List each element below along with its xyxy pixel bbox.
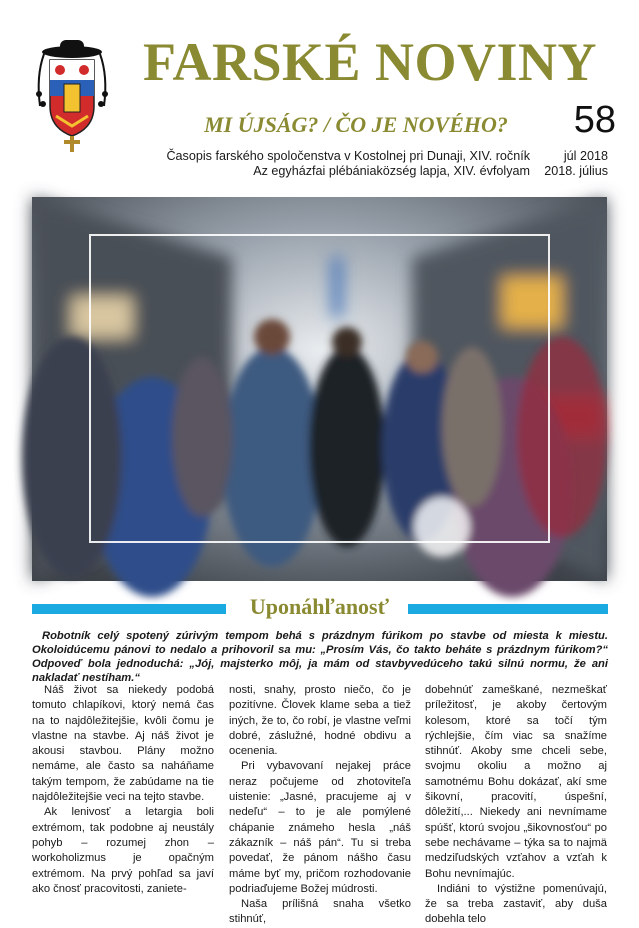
article-column-2	[229, 683, 411, 926]
paragraph: Indiáni to výstižne pomenúvajú, že sa treba zastaviť, aby duša dobehla telo	[425, 882, 607, 926]
paragraph: Ak lenivosť a letargia boli extrémom, tak podobne aj neustály pohyb – rozumej zhon – workoholizmus je opačným extrémom. Na prvý pohľad sa javí ako čnosť pracovitosti, zaniete-	[32, 806, 214, 895]
photo-frame	[89, 234, 550, 543]
publication-date-sk: júl 2018	[563, 149, 608, 163]
article-lead: Robotník celý spotený zúrivým tempom behá s prázdnym fúrikom po stavbe od miesta k miestu. Okoloidúcemu pánovi to nedalo a prihovoril sa mu: „Prosím Vás, čo takto beháte s prázdnym fúrikom?“ Odpoveď bola jednoduchá: „Jój, majsterko môj, ja mám od stavbyvedúceho takú silnú normu, že ani nakladať nestíham.“	[32, 630, 608, 684]
paragraph: Náš život sa niekedy podobá tomuto chlapíkovi, ktorý nemá čas na to najdôležitejšie, kvôli čomu je vlastne na stavbe. Aj náš život je akousi stavbou. Plány možno nemáme, ale často sa naháňame takým tempom, že zabúdame na tie najdôležitejšie veci na tejto stavbe.	[32, 684, 214, 804]
masthead-title: FARSKÉ NOVINY	[142, 32, 598, 92]
masthead-subtitle: MI ÚJSÁG? / ČO JE NOVÉHO?	[204, 112, 508, 137]
issue-number: 58	[573, 99, 616, 141]
publication-info-sk: Časopis farského spoločenstva v Kostolnej pri Dunaji, XIV. ročník	[166, 149, 530, 163]
paragraph: Naša prílišná snaha všetko stihnúť,	[229, 898, 411, 926]
paragraph: nosti, snahy, prosto niečo, čo je pozitívne. Človek klame seba a tiež iných, že to, čo robí, je vlastne veľmi dobré, záslužné, hodné obdivu a ocenenia.	[229, 684, 411, 758]
publication-date	[532, 149, 608, 179]
article-heading: Uponáhľanosť	[249, 594, 390, 619]
paragraph: dobehnúť zameškané, nezmeškať príležitosť, je akoby čertovým kolesom, ktoré sa točí tým rýchlejšie, čím viac sa snažíme stihnúť. Akoby sme chceli sebe, svojmu okoliu a možno aj samotnému Bohu dokázať, akí sme šikovní, pracovití, úspešní, dôležití,... Niekedy ani nevnímame spúšť, ktorú svojou „šikovnosťou“ po sebe nechávame – týka sa to najmä medziľudských vzťahov a vzťah k Bohu nevnímajúc.	[425, 684, 607, 880]
publication-info	[150, 149, 530, 179]
article-column-3	[425, 683, 607, 926]
paragraph: Pri vybavovaní nejakej práce neraz počujeme od zhotoviteľa uistenie: „Jasné, pracujeme aj v nedeľu“ – to je ale pomýlené chápanie známeho hesla „náš zákazník – náš pán“. Tu si treba povedať, že pánom nášho času máme byť my, pričom rozhodovanie podriaďujeme Božej múdrosti.	[229, 760, 411, 895]
article-column-1	[32, 683, 214, 907]
publication-date-hu: 2018. július	[544, 164, 608, 178]
parish-coat-of-arms-icon	[30, 36, 114, 154]
publication-info-hu: Az egyházfai plébániaközség lapja, XIV. évfolyam	[253, 164, 530, 178]
